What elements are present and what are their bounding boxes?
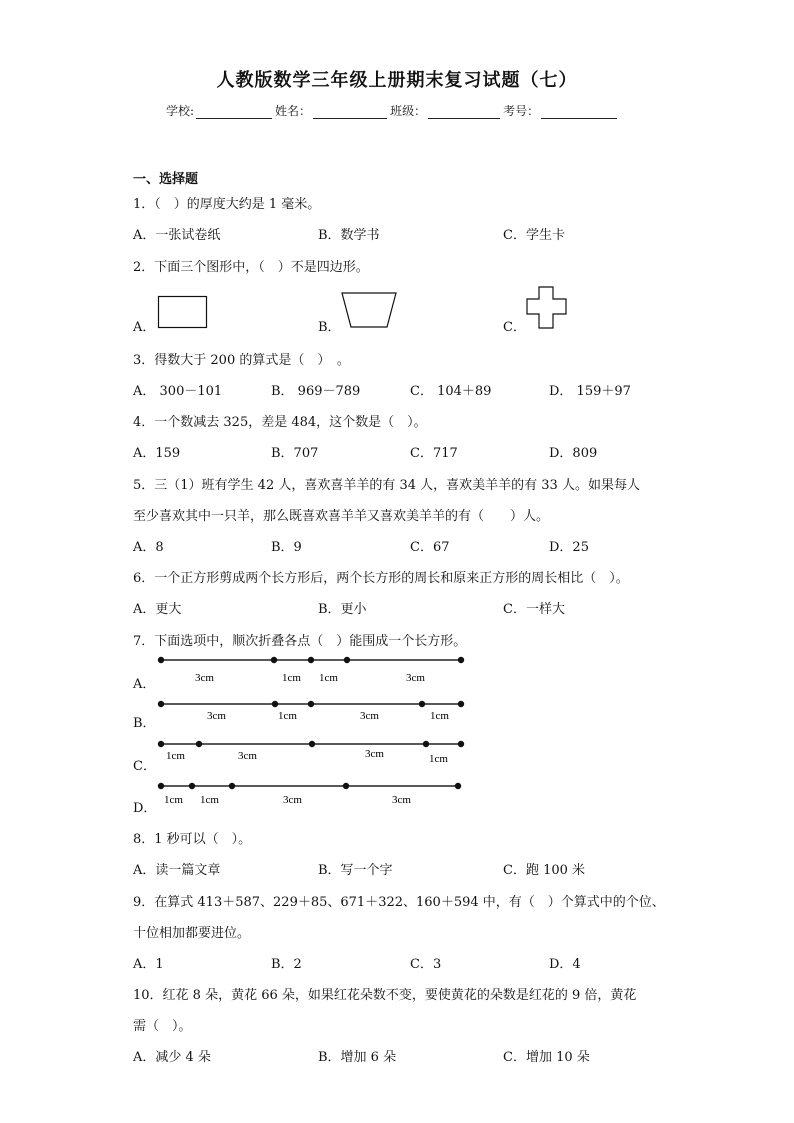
segment-label: 3cm <box>195 672 214 684</box>
q8-option-b[interactable]: B．写一个字 <box>318 863 393 878</box>
q2-option-c[interactable]: C． <box>503 320 526 335</box>
q1-option-a[interactable]: A．一张试卷纸 <box>133 228 221 243</box>
segment-line-b <box>158 698 468 732</box>
segment-point <box>308 657 314 663</box>
segment-point <box>309 741 315 747</box>
question-4: 4．一个数减去 325，差是 484，这个数是（ ）。 <box>133 415 427 430</box>
q6-option-a[interactable]: A．更大 <box>133 602 182 617</box>
q9-option-c[interactable]: C．3 <box>410 957 442 972</box>
q9-option-a[interactable]: A．1 <box>133 957 164 972</box>
name-label: 姓名： <box>275 104 312 118</box>
section-heading: 一、选择题 <box>133 172 199 187</box>
question-7: 7．下面选项中，顺次折叠各点（ ）能围成一个长方形。 <box>133 634 467 649</box>
segment-line-c <box>158 738 468 772</box>
segment-line-d <box>158 780 468 814</box>
q7-option-d[interactable]: D． <box>133 801 157 816</box>
q5-option-d[interactable]: D．25 <box>549 540 589 555</box>
q8-option-c[interactable]: C．跑 100 米 <box>503 863 586 878</box>
segment-point <box>423 741 429 747</box>
q4-option-d[interactable]: D．809 <box>549 446 598 461</box>
class-blank[interactable] <box>428 104 500 119</box>
number-label: 考号： <box>503 104 540 118</box>
segment-point <box>189 783 195 789</box>
name-blank[interactable] <box>313 104 387 119</box>
student-info <box>166 102 620 119</box>
q4-option-b[interactable]: B．707 <box>271 446 319 461</box>
q10-option-a[interactable]: A．减少 4 朵 <box>133 1050 211 1065</box>
cross-shape <box>526 286 568 330</box>
q3-option-d[interactable]: D． 159＋97 <box>549 384 631 399</box>
q5-option-b[interactable]: B．9 <box>271 540 302 555</box>
segment-label: 3cm <box>365 748 384 760</box>
q3-option-c[interactable]: C． 104＋89 <box>410 384 492 399</box>
segment-point <box>158 701 164 707</box>
segment-label: 3cm <box>207 710 226 722</box>
segment-point <box>229 783 235 789</box>
q10-option-c[interactable]: C．增加 10 朵 <box>503 1050 590 1065</box>
q3-option-a[interactable]: A． 300－101 <box>133 384 223 399</box>
question-3: 3．得数大于 200 的算式是（ ） 。 <box>133 353 350 368</box>
trapezoid-shape <box>341 292 397 330</box>
q1-option-b[interactable]: B．数学书 <box>318 228 380 243</box>
segment-label: 3cm <box>283 794 302 806</box>
segment-point <box>158 657 164 663</box>
question-2: 2．下面三个图形中，（ ）不是四边形。 <box>133 260 369 275</box>
school-label: 学校: <box>166 104 195 118</box>
q5-option-a[interactable]: A．8 <box>133 540 164 555</box>
segment-point <box>455 783 461 789</box>
school-blank[interactable] <box>196 104 272 119</box>
segment-point <box>271 657 277 663</box>
question-5-line-2: 至少喜欢其中一只羊，那么既喜欢喜羊羊又喜欢美羊羊的有（ ）人。 <box>133 509 550 524</box>
page-title: 人教版数学三年级上册期末复习试题（七） <box>216 70 578 91</box>
q8-option-a[interactable]: A．读一篇文章 <box>133 863 221 878</box>
segment-label: 3cm <box>360 710 379 722</box>
segment-point <box>196 741 202 747</box>
segment-label: 1cm <box>164 794 183 806</box>
segment-label: 3cm <box>238 750 257 762</box>
q5-option-c[interactable]: C．67 <box>410 540 450 555</box>
question-9-line-2: 十位相加都要进位。 <box>133 926 251 941</box>
segment-point <box>458 701 464 707</box>
question-1: 1．（ ）的厚度大约是 1 毫米。 <box>133 197 321 212</box>
segment-point <box>458 741 464 747</box>
segment-line-a <box>158 654 468 688</box>
question-5-line-1: 5．三（1）班有学生 42 人，喜欢喜羊羊的有 34 人，喜欢美羊羊的有 33 人。如果每人 <box>133 478 640 493</box>
segment-point <box>158 783 164 789</box>
segment-point <box>158 741 164 747</box>
q10-option-b[interactable]: B．增加 6 朵 <box>318 1050 397 1065</box>
segment-label: 1cm <box>278 710 297 722</box>
segment-label: 1cm <box>200 794 219 806</box>
q9-option-d[interactable]: D．4 <box>549 957 581 972</box>
segment-point <box>308 701 314 707</box>
rectangle-shape <box>158 296 208 330</box>
segment-point <box>343 783 349 789</box>
q2-option-a[interactable]: A． <box>133 320 156 335</box>
segment-label: 3cm <box>406 672 425 684</box>
segment-label: 1cm <box>429 753 448 765</box>
segment-label: 1cm <box>166 750 185 762</box>
question-9-line-1: 9．在算式 413＋587、229＋85、671＋322、160＋594 中，有（ ）个算式中的个位、 <box>133 895 665 910</box>
segment-label: 1cm <box>319 672 338 684</box>
question-10-line-2: 需（ ）。 <box>133 1019 192 1034</box>
segment-point <box>458 657 464 663</box>
segment-point <box>272 701 278 707</box>
question-6: 6．一个正方形剪成两个长方形后，两个长方形的周长和原来正方形的周长相比（ ）。 <box>133 571 629 586</box>
class-label: 班级： <box>390 104 427 118</box>
question-10-line-1: 10．红花 8 朵，黄花 66 朵，如果红花朵数不变，要使黄花的朵数是红花的 9 倍，黄花 <box>133 988 637 1003</box>
q4-option-c[interactable]: C．717 <box>410 446 458 461</box>
q7-option-b[interactable]: B． <box>133 716 156 731</box>
q1-option-c[interactable]: C．学生卡 <box>503 228 565 243</box>
q9-option-b[interactable]: B．2 <box>271 957 302 972</box>
segment-label: 3cm <box>392 794 411 806</box>
q7-option-a[interactable]: A． <box>133 677 156 692</box>
segment-point <box>419 701 425 707</box>
q6-option-c[interactable]: C．一样大 <box>503 602 565 617</box>
q6-option-b[interactable]: B．更小 <box>318 602 367 617</box>
q2-option-b[interactable]: B． <box>318 320 341 335</box>
q7-option-c[interactable]: C． <box>133 759 156 774</box>
segment-point <box>344 657 350 663</box>
q4-option-a[interactable]: A．159 <box>133 446 181 461</box>
segment-label: 1cm <box>282 672 301 684</box>
number-blank[interactable] <box>541 104 617 119</box>
q3-option-b[interactable]: B． 969－789 <box>271 384 361 399</box>
question-8: 8．1 秒可以（ ）。 <box>133 832 252 847</box>
segment-label: 1cm <box>430 710 449 722</box>
